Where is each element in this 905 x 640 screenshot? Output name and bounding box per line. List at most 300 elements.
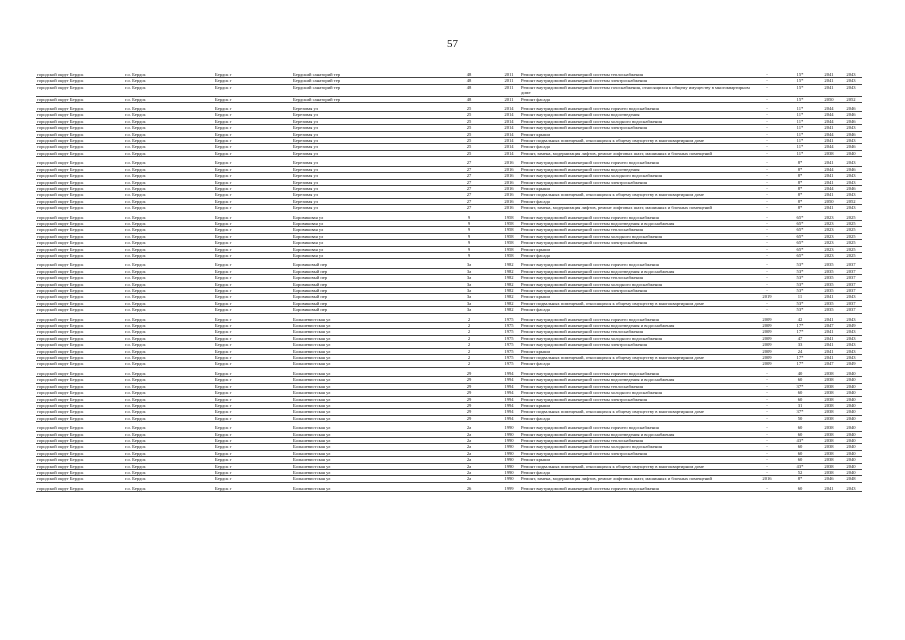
cell-plan-end: 2040 <box>840 402 862 408</box>
cell-plan-end: 2037 <box>840 275 862 281</box>
cell-last-repair-year: - <box>752 233 782 239</box>
cell-settlement: г.о. Бердск <box>124 409 214 415</box>
cell-municipality: городской округ Бердск <box>36 390 124 396</box>
cell-street: Большевистская ул <box>292 317 440 323</box>
cell-street: Бердский санаторий тер <box>292 96 440 102</box>
cell-municipality: городской округ Бердск <box>36 371 124 377</box>
cell-last-repair-year: - <box>752 463 782 469</box>
cell-house: 3а <box>440 262 498 268</box>
cell-street: Боровиковый пер <box>292 294 440 300</box>
cell-settlement: г.о. Бердск <box>124 78 214 84</box>
cell-plan-start: 2038 <box>818 425 840 431</box>
cell-settlement: г.о. Бердск <box>124 444 214 450</box>
cell-street: Боровиковый пер <box>292 288 440 294</box>
cell-house: 27 <box>440 205 498 211</box>
cell-settlement: г.о. Бердск <box>124 457 214 463</box>
cell-plan-end: 2040 <box>840 377 862 383</box>
cell-last-repair-year: - <box>752 390 782 396</box>
cell-locality: Бердск г <box>214 262 292 268</box>
cell-street: Боровиковая ул <box>292 246 440 252</box>
cell-street: Большевистская ул <box>292 415 440 421</box>
cell-house: 25 <box>440 112 498 118</box>
cell-locality: Бердск г <box>214 329 292 335</box>
cell-street: Большевистская ул <box>292 329 440 335</box>
cell-last-repair-year: - <box>752 125 782 131</box>
cell-plan-end: 2043 <box>840 173 862 179</box>
cell-wear: 43* <box>782 463 818 469</box>
cell-plan-start: 2023 <box>818 227 840 233</box>
cell-municipality: городской округ Бердск <box>36 262 124 268</box>
cell-municipality: городской округ Бердск <box>36 300 124 306</box>
cell-plan-end: 2037 <box>840 262 862 268</box>
cell-year-built: 1990 <box>498 431 520 437</box>
cell-work-type: Ремонт внутридомовой инженерной системы теплоснабжения <box>520 329 752 335</box>
cell-locality: Бердск г <box>214 281 292 287</box>
cell-plan-start: 2038 <box>818 383 840 389</box>
cell-year-built: 1994 <box>498 371 520 377</box>
cell-plan-end: 2037 <box>840 307 862 313</box>
cell-street: Большевистская ул <box>292 361 440 367</box>
cell-wear: 17* <box>782 361 818 367</box>
cell-municipality: городской округ Бердск <box>36 252 124 258</box>
cell-street: Бердский санаторий тер <box>292 84 440 96</box>
cell-locality: Бердск г <box>214 463 292 469</box>
cell-work-type: Ремонт крыши <box>520 131 752 137</box>
cell-settlement: г.о. Бердск <box>124 125 214 131</box>
cell-plan-start: 2038 <box>818 450 840 456</box>
cell-municipality: городской округ Бердск <box>36 246 124 252</box>
cell-house: 27 <box>440 160 498 166</box>
cell-wear: 17* <box>782 323 818 329</box>
cell-wear: 65* <box>782 220 818 226</box>
cell-wear: 31 <box>782 402 818 408</box>
cell-locality: Бердск г <box>214 205 292 211</box>
cell-last-repair-year: 2009 <box>752 323 782 329</box>
cell-locality: Бердск г <box>214 246 292 252</box>
cell-wear: 53* <box>782 300 818 306</box>
cell-locality: Бердск г <box>214 198 292 204</box>
cell-municipality: городской округ Бердск <box>36 317 124 323</box>
cell-work-type: Ремонт фасада <box>520 198 752 204</box>
cell-wear: 15* <box>782 84 818 96</box>
cell-plan-end: 2043 <box>840 329 862 335</box>
cell-last-repair-year: - <box>752 160 782 166</box>
cell-plan-start: 2035 <box>818 288 840 294</box>
cell-street: Большевистская ул <box>292 463 440 469</box>
cell-work-type: Ремонт крыши <box>520 402 752 408</box>
cell-plan-start: 2023 <box>818 246 840 252</box>
cell-settlement: г.о. Бердск <box>124 355 214 361</box>
cell-street: Березовая ул <box>292 118 440 124</box>
cell-plan-end: 2040 <box>840 150 862 156</box>
cell-house: 25 <box>440 125 498 131</box>
cell-work-type: Ремонт внутридомовой инженерной системы водоотведения и водоснабжения <box>520 268 752 274</box>
cell-plan-end: 2049 <box>840 361 862 367</box>
cell-year-built: 1982 <box>498 300 520 306</box>
cell-plan-end: 2043 <box>840 125 862 131</box>
cell-last-repair-year: - <box>752 275 782 281</box>
cell-wear: 65* <box>782 240 818 246</box>
cell-year-built: 2016 <box>498 179 520 185</box>
cell-municipality: городской округ Бердск <box>36 112 124 118</box>
cell-plan-start: 2044 <box>818 144 840 150</box>
cell-year-built: 1982 <box>498 294 520 300</box>
cell-plan-end: 2025 <box>840 233 862 239</box>
cell-last-repair-year: - <box>752 409 782 415</box>
cell-locality: Бердск г <box>214 335 292 341</box>
cell-settlement: г.о. Бердск <box>124 307 214 313</box>
cell-locality: Бердск г <box>214 300 292 306</box>
cell-locality: Бердск г <box>214 112 292 118</box>
cell-wear: 47 <box>782 335 818 341</box>
cell-settlement: г.о. Бердск <box>124 300 214 306</box>
cell-last-repair-year: - <box>752 131 782 137</box>
cell-wear: 60 <box>782 390 818 396</box>
cell-settlement: г.о. Бердск <box>124 198 214 204</box>
cell-municipality: городской округ Бердск <box>36 125 124 131</box>
cell-plan-end: 2040 <box>840 415 862 421</box>
cell-plan-start: 2047 <box>818 323 840 329</box>
cell-municipality: городской округ Бердск <box>36 268 124 274</box>
cell-last-repair-year: - <box>752 402 782 408</box>
page-number: 57 <box>447 38 458 50</box>
cell-settlement: г.о. Бердск <box>124 144 214 150</box>
cell-house: 2а <box>440 450 498 456</box>
cell-locality: Бердск г <box>214 294 292 300</box>
cell-settlement: г.о. Бердск <box>124 179 214 185</box>
cell-last-repair-year: - <box>752 112 782 118</box>
cell-last-repair-year: 2009 <box>752 348 782 354</box>
cell-plan-start: 2041 <box>818 348 840 354</box>
cell-year-built: 1999 <box>498 486 520 492</box>
cell-municipality: городской округ Бердск <box>36 275 124 281</box>
cell-municipality: городской округ Бердск <box>36 431 124 437</box>
cell-year-built: 2011 <box>498 84 520 96</box>
cell-last-repair-year: 2016 <box>752 476 782 482</box>
cell-wear: 53* <box>782 275 818 281</box>
cell-last-repair-year: - <box>752 300 782 306</box>
cell-plan-end: 2043 <box>840 72 862 78</box>
cell-wear: 65* <box>782 246 818 252</box>
cell-plan-start: 2035 <box>818 307 840 313</box>
cell-wear: 8* <box>782 166 818 172</box>
cell-wear: 60 <box>782 450 818 456</box>
cell-settlement: г.о. Бердск <box>124 173 214 179</box>
cell-house: 25 <box>440 118 498 124</box>
cell-last-repair-year: - <box>752 150 782 156</box>
cell-wear: 17* <box>782 355 818 361</box>
cell-house: 29 <box>440 383 498 389</box>
cell-settlement: г.о. Бердск <box>124 425 214 431</box>
cell-last-repair-year: 2009 <box>752 361 782 367</box>
cell-plan-start: 2050 <box>818 198 840 204</box>
cell-house: 25 <box>440 106 498 112</box>
cell-plan-start: 2050 <box>818 96 840 102</box>
cell-last-repair-year: - <box>752 144 782 150</box>
cell-settlement: г.о. Бердск <box>124 335 214 341</box>
cell-plan-end: 2052 <box>840 96 862 102</box>
cell-street: Большевистская ул <box>292 377 440 383</box>
cell-last-repair-year: - <box>752 450 782 456</box>
cell-wear: 15* <box>782 78 818 84</box>
cell-settlement: г.о. Бердск <box>124 342 214 348</box>
cell-work-type: Ремонт подвальных помещений, относящихся к общему имуществу в многоквартирном доме <box>520 192 752 198</box>
cell-last-repair-year: - <box>752 118 782 124</box>
cell-plan-end: 2043 <box>840 78 862 84</box>
cell-year-built: 2014 <box>498 144 520 150</box>
capital-repair-table-wrap <box>36 72 862 492</box>
cell-locality: Бердск г <box>214 431 292 437</box>
cell-last-repair-year: - <box>752 396 782 402</box>
cell-year-built: 1975 <box>498 355 520 361</box>
cell-work-type: Ремонт подвальных помещений, относящихся к общему имуществу в многоквартирном доме <box>520 463 752 469</box>
cell-locality: Бердск г <box>214 469 292 475</box>
cell-plan-start: 2038 <box>818 390 840 396</box>
cell-year-built: 2014 <box>498 131 520 137</box>
cell-plan-end: 2048 <box>840 476 862 482</box>
cell-street: Боровиковый пер <box>292 262 440 268</box>
cell-plan-start: 2023 <box>818 240 840 246</box>
cell-wear: 50 <box>782 415 818 421</box>
cell-plan-start: 2035 <box>818 268 840 274</box>
cell-year-built: 1990 <box>498 476 520 482</box>
cell-last-repair-year: - <box>752 262 782 268</box>
cell-house: 9 <box>440 233 498 239</box>
cell-house: 2 <box>440 335 498 341</box>
cell-work-type: Ремонт фасада <box>520 252 752 258</box>
cell-plan-end: 2040 <box>840 409 862 415</box>
cell-wear: 60 <box>782 425 818 431</box>
cell-settlement: г.о. Бердск <box>124 463 214 469</box>
cell-year-built: 2014 <box>498 125 520 131</box>
cell-work-type: Ремонт фасада <box>520 307 752 313</box>
cell-year-built: 1994 <box>498 415 520 421</box>
cell-municipality: городской округ Бердск <box>36 84 124 96</box>
cell-plan-end: 2043 <box>840 317 862 323</box>
cell-street: Большевистская ул <box>292 355 440 361</box>
cell-year-built: 2014 <box>498 112 520 118</box>
table-row <box>36 84 862 96</box>
cell-year-built: 1982 <box>498 281 520 287</box>
cell-settlement: г.о. Бердск <box>124 377 214 383</box>
cell-year-built: 1975 <box>498 335 520 341</box>
cell-plan-start: 2041 <box>818 78 840 84</box>
cell-locality: Бердск г <box>214 96 292 102</box>
cell-plan-end: 2025 <box>840 252 862 258</box>
cell-last-repair-year: - <box>752 192 782 198</box>
cell-locality: Бердск г <box>214 402 292 408</box>
cell-plan-end: 2043 <box>840 348 862 354</box>
cell-work-type: Ремонт внутридомовой инженерной системы горячего водоснабжения <box>520 317 752 323</box>
cell-house: 3а <box>440 294 498 300</box>
cell-municipality: городской округ Бердск <box>36 450 124 456</box>
cell-house: 48 <box>440 84 498 96</box>
cell-municipality: городской округ Бердск <box>36 425 124 431</box>
cell-street: Боровиковый пер <box>292 307 440 313</box>
cell-last-repair-year: - <box>752 281 782 287</box>
cell-work-type: Ремонт подвальных помещений, относящихся к общему имуществу в многоквартирном доме <box>520 138 752 144</box>
cell-year-built: 1975 <box>498 323 520 329</box>
cell-house: 25 <box>440 138 498 144</box>
cell-house: 2а <box>440 437 498 443</box>
cell-wear: 60 <box>782 396 818 402</box>
cell-year-built: 1975 <box>498 361 520 367</box>
cell-plan-start: 2038 <box>818 377 840 383</box>
cell-last-repair-year: - <box>752 96 782 102</box>
cell-plan-start: 2044 <box>818 131 840 137</box>
cell-plan-start: 2041 <box>818 192 840 198</box>
cell-wear: 65* <box>782 252 818 258</box>
cell-wear: 60 <box>782 444 818 450</box>
cell-wear: 33 <box>782 342 818 348</box>
cell-municipality: городской округ Бердск <box>36 78 124 84</box>
cell-municipality: городской округ Бердск <box>36 227 124 233</box>
cell-street: Березовая ул <box>292 112 440 118</box>
cell-wear: 8* <box>782 192 818 198</box>
cell-street: Боровиковая ул <box>292 215 440 221</box>
cell-plan-end: 2040 <box>840 383 862 389</box>
cell-municipality: городской округ Бердск <box>36 409 124 415</box>
cell-plan-start: 2038 <box>818 469 840 475</box>
cell-locality: Бердск г <box>214 118 292 124</box>
cell-municipality: городской округ Бердск <box>36 355 124 361</box>
cell-street: Боровиковый пер <box>292 300 440 306</box>
cell-work-type: Ремонт внутридомовой инженерной системы теплоснабжения <box>520 437 752 443</box>
cell-plan-end: 2040 <box>840 450 862 456</box>
cell-work-type: Ремонт внутридомовой инженерной системы горячего водоснабжения <box>520 425 752 431</box>
cell-municipality: городской округ Бердск <box>36 185 124 191</box>
cell-house: 27 <box>440 173 498 179</box>
cell-street: Боровиковая ул <box>292 220 440 226</box>
cell-work-type: Ремонт внутридомовой инженерной системы водоотведения и водоснабжения <box>520 377 752 383</box>
cell-settlement: г.о. Бердск <box>124 240 214 246</box>
cell-work-type: Ремонт внутридомовой инженерной системы холодного водоснабжения <box>520 335 752 341</box>
cell-last-repair-year: - <box>752 185 782 191</box>
cell-municipality: городской округ Бердск <box>36 469 124 475</box>
cell-municipality: городской округ Бердск <box>36 463 124 469</box>
cell-work-type: Ремонт подвальных помещений, относящихся к общему имуществу в многоквартирном доме <box>520 300 752 306</box>
cell-plan-end: 2025 <box>840 240 862 246</box>
cell-settlement: г.о. Бердск <box>124 431 214 437</box>
cell-street: Большевистская ул <box>292 402 440 408</box>
cell-locality: Бердск г <box>214 192 292 198</box>
cell-plan-end: 2025 <box>840 246 862 252</box>
cell-house: 29 <box>440 415 498 421</box>
cell-last-repair-year: - <box>752 415 782 421</box>
cell-municipality: городской округ Бердск <box>36 396 124 402</box>
cell-last-repair-year: - <box>752 437 782 443</box>
cell-locality: Бердск г <box>214 390 292 396</box>
cell-house: 2 <box>440 329 498 335</box>
cell-house: 3а <box>440 300 498 306</box>
cell-locality: Бердск г <box>214 138 292 144</box>
cell-house: 29 <box>440 409 498 415</box>
cell-settlement: г.о. Бердск <box>124 402 214 408</box>
cell-year-built: 1990 <box>498 437 520 443</box>
cell-work-type: Ремонт внутридомовой инженерной системы теплоснабжения <box>520 72 752 78</box>
cell-work-type: Ремонт внутридомовой инженерной системы электроснабжения <box>520 342 752 348</box>
cell-house: 3а <box>440 268 498 274</box>
cell-plan-start: 2035 <box>818 281 840 287</box>
cell-street: Березовая ул <box>292 179 440 185</box>
cell-house: 9 <box>440 240 498 246</box>
cell-settlement: г.о. Бердск <box>124 160 214 166</box>
cell-last-repair-year: - <box>752 425 782 431</box>
cell-year-built: 2011 <box>498 96 520 102</box>
cell-plan-start: 2023 <box>818 220 840 226</box>
cell-plan-start: 2041 <box>818 72 840 78</box>
cell-locality: Бердск г <box>214 383 292 389</box>
cell-year-built: 1958 <box>498 246 520 252</box>
cell-plan-start: 2038 <box>818 371 840 377</box>
cell-last-repair-year: - <box>752 205 782 211</box>
cell-house: 48 <box>440 78 498 84</box>
cell-municipality: городской округ Бердск <box>36 205 124 211</box>
cell-wear: 24 <box>782 348 818 354</box>
cell-plan-start: 2038 <box>818 431 840 437</box>
cell-work-type: Ремонт внутридомовой инженерной системы водоотведения и водоснабжения <box>520 431 752 437</box>
cell-street: Бердский санаторий тер <box>292 78 440 84</box>
cell-municipality: городской округ Бердск <box>36 192 124 198</box>
cell-street: Большевистская ул <box>292 390 440 396</box>
cell-plan-end: 2037 <box>840 288 862 294</box>
cell-settlement: г.о. Бердск <box>124 205 214 211</box>
cell-street: Боровиковая ул <box>292 252 440 258</box>
cell-municipality: городской округ Бердск <box>36 198 124 204</box>
cell-plan-end: 2025 <box>840 220 862 226</box>
cell-settlement: г.о. Бердск <box>124 437 214 443</box>
cell-plan-start: 2041 <box>818 355 840 361</box>
cell-year-built: 1975 <box>498 317 520 323</box>
cell-year-built: 1982 <box>498 275 520 281</box>
cell-settlement: г.о. Бердск <box>124 486 214 492</box>
cell-house: 2 <box>440 342 498 348</box>
cell-locality: Бердск г <box>214 288 292 294</box>
cell-settlement: г.о. Бердск <box>124 138 214 144</box>
cell-year-built: 1958 <box>498 227 520 233</box>
cell-plan-start: 2041 <box>818 179 840 185</box>
cell-street: Большевистская ул <box>292 383 440 389</box>
cell-last-repair-year: - <box>752 179 782 185</box>
table-row <box>36 486 862 492</box>
cell-plan-end: 2040 <box>840 437 862 443</box>
cell-settlement: г.о. Бердск <box>124 323 214 329</box>
cell-house: 29 <box>440 390 498 396</box>
cell-locality: Бердск г <box>214 377 292 383</box>
cell-last-repair-year: - <box>752 240 782 246</box>
cell-settlement: г.о. Бердск <box>124 233 214 239</box>
cell-municipality: городской округ Бердск <box>36 118 124 124</box>
cell-locality: Бердск г <box>214 486 292 492</box>
cell-wear: 37* <box>782 383 818 389</box>
cell-work-type: Ремонт внутридомовой инженерной системы горячего водоснабжения <box>520 371 752 377</box>
cell-last-repair-year: - <box>752 220 782 226</box>
cell-year-built: 1975 <box>498 342 520 348</box>
cell-year-built: 1975 <box>498 348 520 354</box>
cell-plan-end: 2046 <box>840 106 862 112</box>
cell-house: 29 <box>440 402 498 408</box>
cell-work-type: Ремонт внутридомовой инженерной системы электроснабжения <box>520 78 752 84</box>
cell-wear: 11* <box>782 138 818 144</box>
cell-settlement: г.о. Бердск <box>124 390 214 396</box>
cell-last-repair-year: 2019 <box>752 294 782 300</box>
cell-plan-start: 2041 <box>818 138 840 144</box>
cell-municipality: городской округ Бердск <box>36 342 124 348</box>
cell-plan-end: 2040 <box>840 425 862 431</box>
cell-year-built: 1982 <box>498 288 520 294</box>
cell-locality: Бердск г <box>214 409 292 415</box>
cell-wear: 60 <box>782 431 818 437</box>
